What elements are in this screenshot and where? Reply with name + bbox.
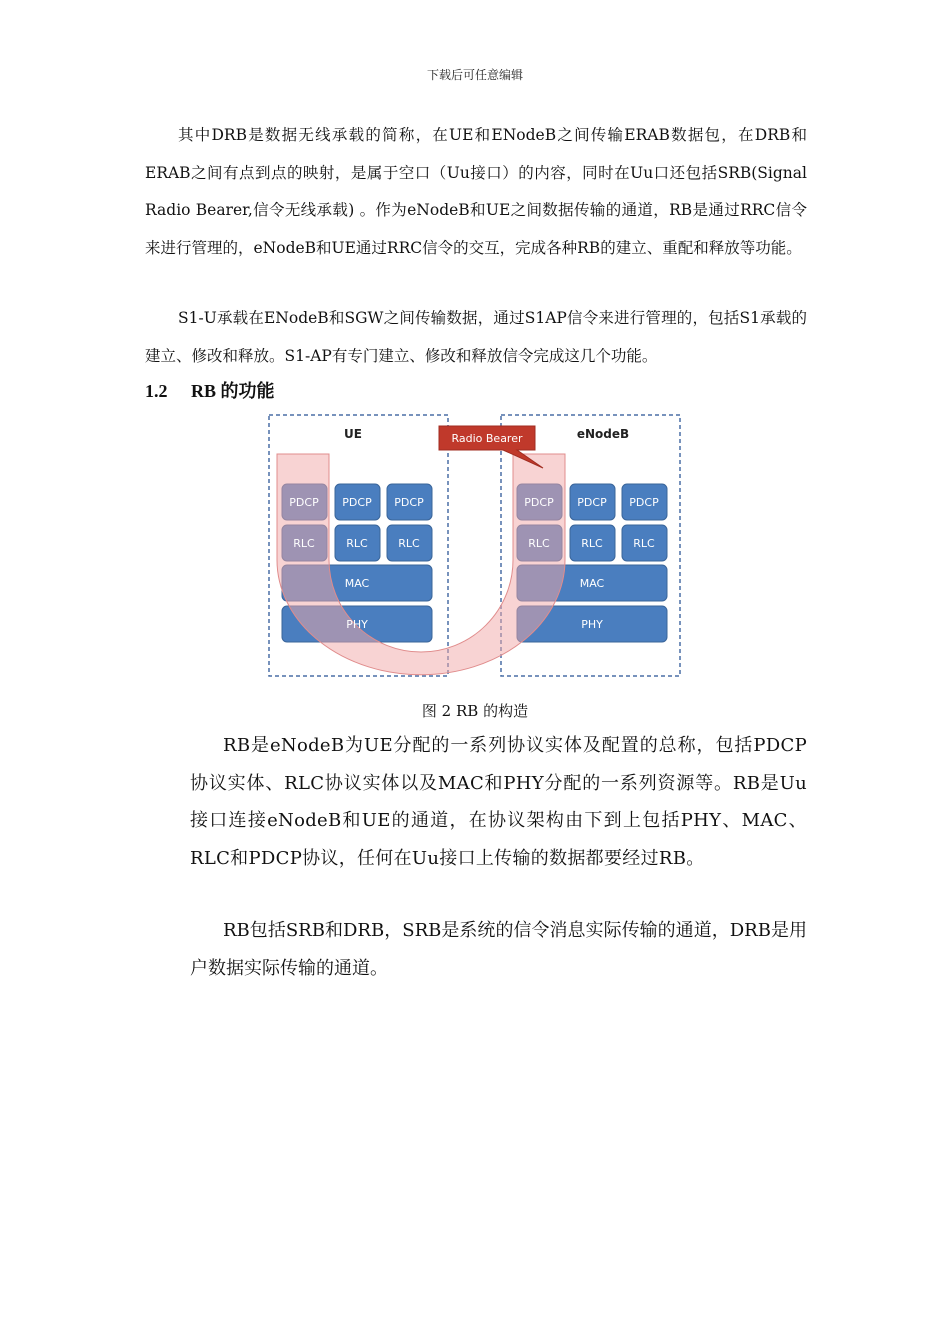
rb-diagram-svg: [265, 410, 685, 682]
radio-bearer-label: Radio Bearer: [451, 432, 523, 445]
paragraph-srb-drb: RB包括SRB和DRB，SRB是系统的信令消息实际传输的通道，DRB是用户数据实际传输的通道。: [190, 920, 807, 979]
enb-pdcp-2-label: PDCP: [577, 496, 607, 509]
paragraph-rb-definition: RB是eNodeB为UE分配的一系列协议实体及配置的总称，包括PDCP协议实体、RLC协议实体以及MAC和PHY分配的一系列资源等。RB是Uu接口连接eNodeB和UE的通道，在协议架构由下到上包括PHY、MAC、RLC和PDCP协议，任何在Uu接口上传输的数据都要经过RB。: [190, 735, 807, 869]
enb-rlc-3-label: RLC: [633, 537, 655, 550]
ue-rlc-1-label: RLC: [293, 537, 315, 550]
enb-pdcp-3-label: PDCP: [629, 496, 659, 509]
paragraph-s1u: S1-U承载在ENodeB和SGW之间传输数据，通过S1AP信令来进行管理的，包括S1承载的建立、修改和释放。S1-AP有专门建立、修改和释放信令完成这几个功能。: [145, 309, 807, 365]
enb-rlc-2-label: RLC: [581, 537, 603, 550]
section-number: 1.2: [145, 381, 168, 401]
section-title: RB 的功能: [191, 381, 275, 401]
ue-rlc-2-label: RLC: [346, 537, 368, 550]
ue-pdcp-2-label: PDCP: [342, 496, 372, 509]
page-header: 下载后可任意编辑: [426, 68, 523, 82]
ue-pdcp-1-label: PDCP: [289, 496, 319, 509]
ue-phy-label: PHY: [346, 618, 368, 631]
rb-structure-diagram: [265, 410, 685, 682]
enb-rlc-1-label: RLC: [528, 537, 550, 550]
enb-pdcp-1-label: PDCP: [524, 496, 554, 509]
enb-phy-label: PHY: [581, 618, 603, 631]
ue-pdcp-3-label: PDCP: [394, 496, 424, 509]
enb-mac-label: MAC: [579, 577, 605, 590]
section-heading: [145, 377, 275, 403]
ue-rlc-3-label: RLC: [398, 537, 420, 550]
figure-caption: 图 2 RB 的构造: [421, 702, 529, 720]
ue-label: UE: [344, 427, 362, 441]
paragraph-drb: 其中DRB是数据无线承载的简称，在UE和ENodeB之间传输ERAB数据包，在DRB和ERAB之间有点到点的映射，是属于空口（Uu接口）的内容，同时在Uu口还包括SRB(Signal Radio Bearer,信令无线承载) 。作为eNodeB和UE之间数据传输的通道，RB是通过RRC信令来进行管理的，eNodeB和UE通过RRC信令的交互，完成各种RB的建立、重配和释放等功能。: [145, 126, 807, 257]
ue-mac-label: MAC: [344, 577, 370, 590]
enodeb-label: eNodeB: [576, 427, 630, 441]
